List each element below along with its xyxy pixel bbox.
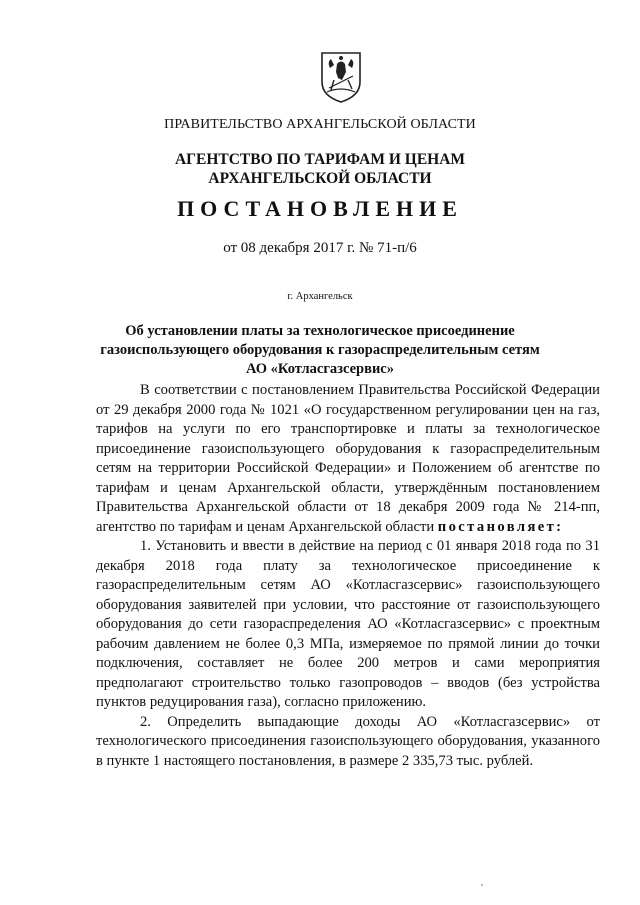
preamble-paragraph [96, 381, 600, 537]
document-title-line1: Об установлении платы за технологическое присоединение [125, 323, 515, 339]
government-name: ПРАВИТЕЛЬСТВО АРХАНГЕЛЬСКОЙ ОБЛАСТИ [164, 117, 476, 132]
document-title-line2: газоиспользующего оборудования к газораспределительным сетям [100, 342, 540, 358]
document-city: г. Архангельск [287, 291, 353, 302]
document-type: ПОСТАНОВЛЕНИЕ [177, 196, 463, 221]
scan-dot [481, 884, 483, 886]
decree-word: постановляет: [437, 518, 564, 535]
coat-of-arms-icon [319, 50, 363, 104]
document-body [96, 381, 600, 771]
agency-name-line2: АРХАНГЕЛЬСКОЙ ОБЛАСТИ [208, 170, 432, 187]
item-2-paragraph: 2. Определить выпадающие доходы АО «Котласгазсервис» от технологического присоединения газоиспользующего оборудования, указанного в пункте 1 настоящего постановления, в размере 2 335,73 тыс. рублей. [96, 713, 600, 769]
item-1-paragraph: 1. Установить и ввести в действие на период с 01 января 2018 года по 31 декабря 2018 года плату за технологическое присоединение к газораспределительным сетям АО «Котласгазсервис» газоиспользующего оборудования заявителей при условии, что расстояние от газоиспользующего оборудования до сети газораспределения АО «Котласгазсервис» с проектным рабочим давлением не более 0,3 МПа, измеряемое по прямой линии до точки подключения, составляет не более 200 метров и сами мероприятия предполагают строительство только газопроводов – вводов (без устройства пунктов редуцирования газа), согласно приложению. [96, 538, 600, 710]
document-title-line3: АО «Котласгазсервис» [246, 361, 394, 377]
document-title [90, 322, 550, 379]
document-date-number: от 08 декабря 2017 г. № 71-п/6 [223, 240, 417, 256]
agency-name [0, 150, 640, 188]
agency-name-line1: АГЕНТСТВО ПО ТАРИФАМ И ЦЕНАМ [174, 151, 466, 168]
preamble-text: В соответствии с постановлением Правительства Российской Федерации от 29 декабря 2000 года № 1021 «О государственном регулировании цен на газ, тарифов на услуги по его транспортировке и платы за технологическое присоединение газоиспользующего оборудования к газораспределительным сетям на территории Российской Федерации» и Положением об агентстве по тарифам и ценам Архангельской области, утверждённым постановлением Правительства Архангельской области от 18 декабря 2009 года № 214-пп, агентство по тарифам и ценам Архангельской области [96, 382, 600, 535]
